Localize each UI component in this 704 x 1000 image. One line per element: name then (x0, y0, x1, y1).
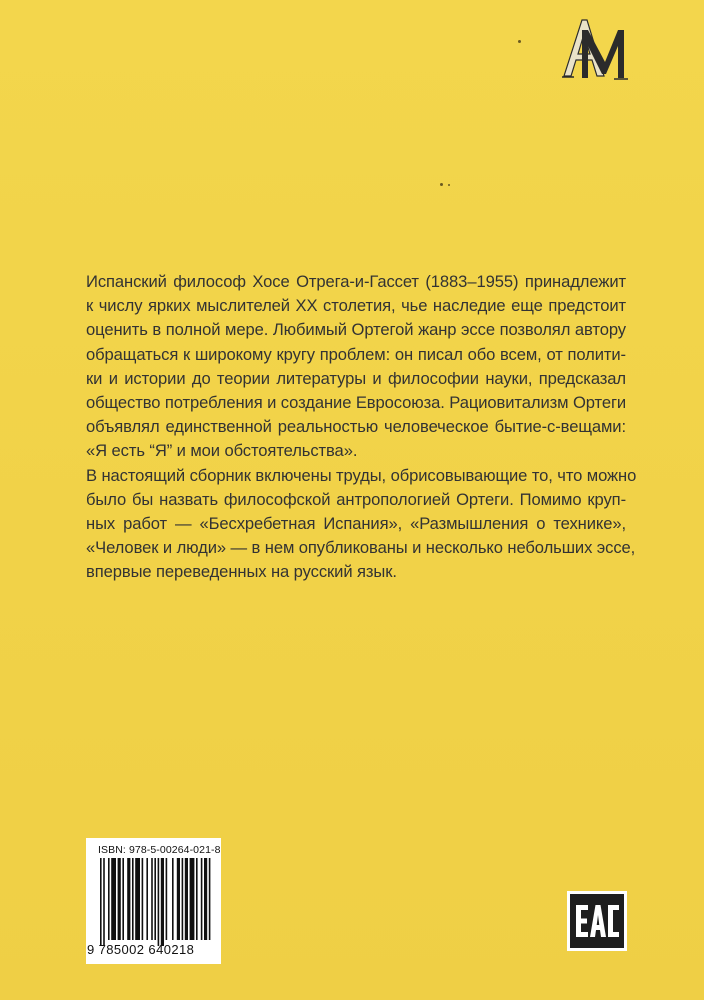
barcode-bar (166, 858, 168, 940)
barcode-bar (142, 858, 144, 940)
barcode-bar (177, 858, 180, 940)
barcode-bar (196, 858, 198, 940)
barcode-bar (161, 858, 164, 946)
barcode-bar (122, 858, 124, 940)
barcode-bar (190, 858, 195, 940)
isbn-label: ISBN: 978-5-00264-021-8 (98, 844, 221, 856)
text-line: к числу ярких мыслителей XX столетия, чье наследие еще предстоит (86, 296, 626, 316)
barcode-bar (158, 858, 160, 946)
barcode-bar (154, 858, 156, 940)
isbn-barcode-block (86, 838, 221, 964)
barcode-bar (103, 858, 105, 946)
barcode-bar (172, 858, 174, 940)
barcode-bar (100, 858, 102, 946)
annotation-paragraph-2 (86, 464, 637, 585)
barcode-bar (146, 858, 148, 940)
text-line: объявлял единственной реальностью человеческое бытие-с-вещами: (86, 417, 626, 437)
barcode-bar (182, 858, 184, 940)
barcode-digits: 9 785002 640218 (87, 942, 195, 957)
text-line: ных работ — «Бесхребетная Испания», «Размышления о технике», (86, 514, 626, 534)
barcode-bar (204, 858, 207, 940)
barcode-bar (132, 858, 134, 940)
text-line: оценить в полной мере. Любимый Ортегой жанр эссе позволял автору (86, 320, 626, 340)
barcode-bar (201, 858, 203, 940)
text-line: Испанский философ Хосе Отрега-и-Гассет (1883–1955) принадлежит (86, 272, 626, 291)
text-line: ки и истории до теории литературы и философии науки, предсказал (86, 368, 626, 388)
barcode-icon (92, 858, 215, 946)
annotation-paragraph-1 (86, 270, 626, 464)
barcode-bar (127, 858, 130, 940)
text-line: «Я есть “Я” и мои обстоятельства». (86, 441, 358, 461)
text-line: В настоящий сборник включены труды, обрисовывающие то, что можно (86, 465, 637, 485)
text-line: общество потребления и создание Евросоюза. Рациовитализм Ортеги (86, 393, 627, 413)
barcode-bar (108, 858, 110, 940)
publisher-am-logo-icon (560, 16, 630, 82)
eac-mark-icon (567, 891, 627, 951)
annotation-text (86, 270, 637, 585)
text-line: впервые переведенных на русский язык. (86, 562, 397, 582)
text-line: обращаться к широкому кругу проблем: он писал обо всем, от полити- (86, 344, 626, 364)
barcode-bar (135, 858, 140, 940)
print-speck (440, 183, 443, 186)
barcode-bar (118, 858, 121, 940)
barcode-bar (151, 858, 153, 940)
text-line: «Человек и люди» — в нем опубликованы и несколько небольших эссе, (86, 538, 636, 558)
barcode-bar (185, 858, 188, 940)
barcode-bar (111, 858, 116, 940)
print-speck (518, 40, 521, 43)
print-speck (448, 184, 450, 186)
text-line: было бы назвать философской антропологией Ортеги. Помимо круп- (86, 489, 626, 509)
barcode-bar (209, 858, 211, 940)
